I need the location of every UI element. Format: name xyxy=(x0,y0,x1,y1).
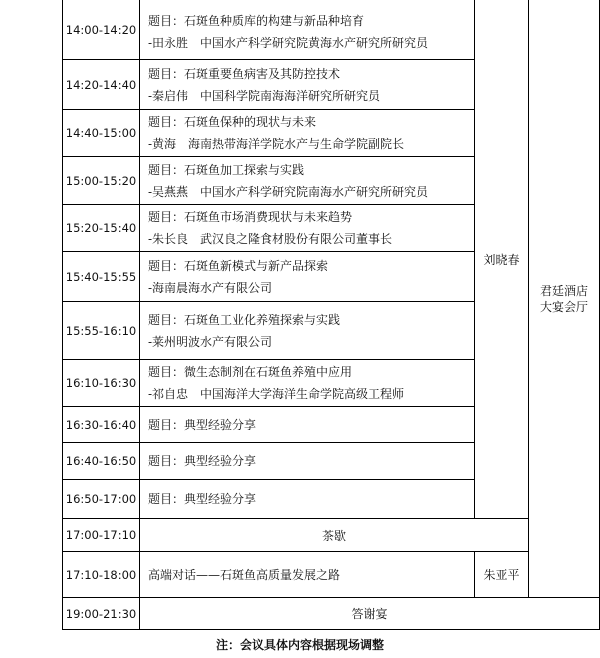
time-cell: 15:20-15:40 xyxy=(65,221,137,235)
time-cell: 14:40-15:00 xyxy=(65,126,137,140)
session-speaker: -祁自忠 中国海洋大学海洋生命学院高级工程师 xyxy=(148,387,405,401)
session-speaker: -秦启伟 中国科学院南海海洋研究所研究员 xyxy=(148,88,381,103)
host-name: 刘晓春 xyxy=(483,252,520,267)
time-cell: 15:00-15:20 xyxy=(65,173,137,188)
footnote: 注：会议具体内容根据现场调整 xyxy=(215,638,384,652)
time-cell: 16:50-17:00 xyxy=(65,492,137,506)
session-title: 题目：微生态制剂在石斑鱼养殖中应用 xyxy=(148,365,353,379)
time-cell: 17:10-18:00 xyxy=(65,567,137,582)
time-cell: 14:20-14:40 xyxy=(65,77,137,92)
session-title: 题目：石斑重要鱼病害及其防控技术 xyxy=(148,66,341,81)
session-speaker: -吴燕燕 中国水产科学研究院南海水产研究所研究员 xyxy=(148,184,429,199)
session-title: 题目：典型经验分享 xyxy=(148,454,257,468)
session-title: 题目：典型经验分享 xyxy=(148,417,257,432)
session-cell xyxy=(140,60,474,109)
time-cell: 16:40-16:50 xyxy=(65,454,137,468)
session-cell xyxy=(140,407,474,442)
time-cell: 16:10-16:30 xyxy=(65,376,137,390)
time-cell: 15:40-15:55 xyxy=(65,269,137,284)
session-cell xyxy=(140,360,474,406)
session-speaker: -田永胜 中国水产科学研究院黄海水产研究所研究员 xyxy=(148,35,429,50)
tea-break-label: 茶歇 xyxy=(321,528,346,543)
session-speaker: -黄海 海南热带海洋学院水产与生命学院副院长 xyxy=(148,137,405,151)
session-title: 题目：石斑鱼市场消费现状与未来趋势 xyxy=(148,210,353,224)
session-title: 题目：石斑鱼种质库的构建与新品种培育 xyxy=(148,13,365,28)
time-cell: 19:00-21:30 xyxy=(65,606,137,621)
venue-cell xyxy=(529,0,599,597)
venue-hall: 大宴会厅 xyxy=(539,299,588,314)
time-cell: 15:55-16:10 xyxy=(65,323,137,338)
session-cell xyxy=(140,252,474,301)
session-speaker: -朱长良 武汉良之隆食材股份有限公司董事长 xyxy=(148,232,393,246)
session-cell xyxy=(140,4,474,59)
venue-name: 君廷酒店 xyxy=(539,283,588,298)
session-speaker: -莱州明波水产有限公司 xyxy=(148,334,273,349)
session-cell xyxy=(140,205,474,251)
banquet-label: 答谢宴 xyxy=(351,607,388,621)
time-cell: 17:00-17:10 xyxy=(65,528,137,542)
session-cell xyxy=(140,302,474,359)
time-cell: 16:30-16:40 xyxy=(65,417,137,432)
session-title: 题目：典型经验分享 xyxy=(148,492,257,506)
dialogue-label: 高端对话——石斑鱼高质量发展之路 xyxy=(148,568,341,582)
dialogue-host: 朱亚平 xyxy=(483,568,520,582)
bottom-border xyxy=(62,629,600,630)
session-cell xyxy=(140,443,474,479)
session-title: 题目：石斑鱼加工探索与实践 xyxy=(148,162,305,177)
session-speaker: -海南晨海水产有限公司 xyxy=(148,280,273,295)
session-title: 题目：石斑鱼工业化养殖探索与实践 xyxy=(148,312,341,327)
session-cell xyxy=(140,110,474,156)
time-cell: 14:00-14:20 xyxy=(65,22,137,37)
session-title: 题目：石斑鱼新模式与新产品探索 xyxy=(148,258,329,273)
session-cell xyxy=(140,480,474,518)
session-cell xyxy=(140,157,474,204)
session-title: 题目：石斑鱼保种的现状与未来 xyxy=(148,115,317,129)
